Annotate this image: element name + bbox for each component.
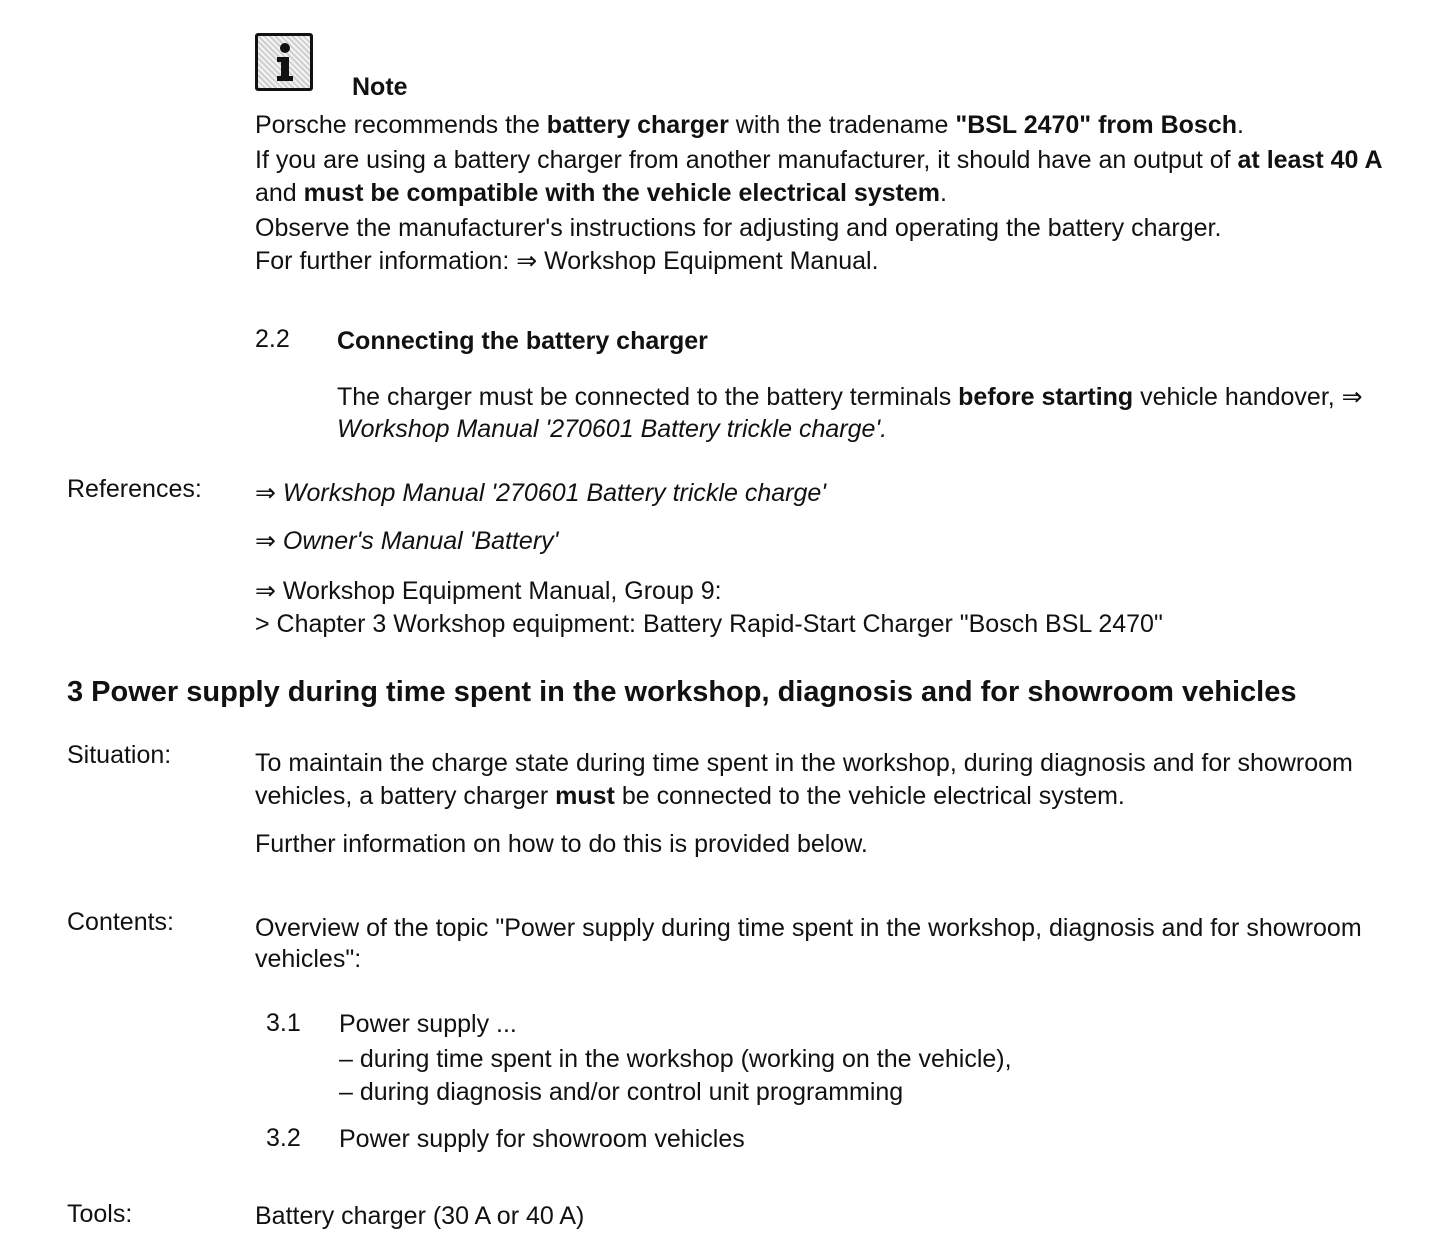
reference-chapter: > Chapter 3 Workshop equipment: Battery Rapid-Start Charger "Bosch BSL 2470": [255, 610, 1163, 638]
note-line-5[interactable]: For further information: ⇒ Workshop Equipment Manual.: [255, 247, 879, 275]
section-heading: 3 Power supply during time spent in the workshop, diagnosis and for showroom vehicles: [67, 676, 1297, 708]
toc-item-3-2[interactable]: Power supply for showroom vehicles: [339, 1125, 745, 1153]
toc-item-3-1-sub-1: – during time spent in the workshop (working on the vehicle),: [339, 1045, 1012, 1073]
tools-value: Battery charger (30 A or 40 A): [255, 1202, 585, 1230]
contents-line-1: Overview of the topic "Power supply during time spent in the workshop, diagnosis and for showroom: [255, 914, 1362, 942]
info-icon: [255, 33, 313, 91]
toc-item-3-1-sub-2: – during diagnosis and/or control unit programming: [339, 1078, 904, 1106]
section-body-1: The charger must be connected to the battery terminals before starting vehicle handover, ⇒: [337, 383, 1363, 411]
note-title: Note: [352, 73, 408, 101]
note-line-1: Porsche recommends the battery charger with the tradename "BSL 2470" from Bosch.: [255, 111, 1244, 139]
situation-label: Situation:: [67, 741, 172, 769]
section-number: 2.2: [255, 325, 290, 353]
section-body-2-link[interactable]: Workshop Manual '270601 Battery trickle charge'.: [337, 415, 888, 443]
note-line-4: Observe the manufacturer's instructions for adjusting and operating the battery charger.: [255, 214, 1222, 242]
situation-line-1: To maintain the charge state during time spent in the workshop, during diagnosis and for showroom: [255, 749, 1353, 777]
toc-number: 3.1: [266, 1009, 301, 1037]
toc-item-3-1[interactable]: Power supply ...: [339, 1010, 517, 1038]
toc-number: 3.2: [266, 1124, 301, 1152]
situation-line-3: Further information on how to do this is provided below.: [255, 830, 868, 858]
section-title: Connecting the battery charger: [337, 327, 708, 355]
reference-link-1[interactable]: ⇒ Workshop Manual '270601 Battery trickle charge': [255, 479, 827, 507]
note-line-3: and must be compatible with the vehicle electrical system.: [255, 179, 947, 207]
note-line-2: If you are using a battery charger from another manufacturer, it should have an output of at least 40 A: [255, 146, 1383, 174]
references-label: References:: [67, 475, 202, 503]
tools-label: Tools:: [67, 1200, 133, 1228]
contents-line-2: vehicles":: [255, 945, 362, 973]
reference-link-3[interactable]: ⇒ Workshop Equipment Manual, Group 9:: [255, 577, 722, 605]
situation-line-2: vehicles, a battery charger must be connected to the vehicle electrical system.: [255, 782, 1125, 810]
contents-label: Contents:: [67, 908, 175, 936]
reference-link-2[interactable]: ⇒ Owner's Manual 'Battery': [255, 527, 559, 555]
